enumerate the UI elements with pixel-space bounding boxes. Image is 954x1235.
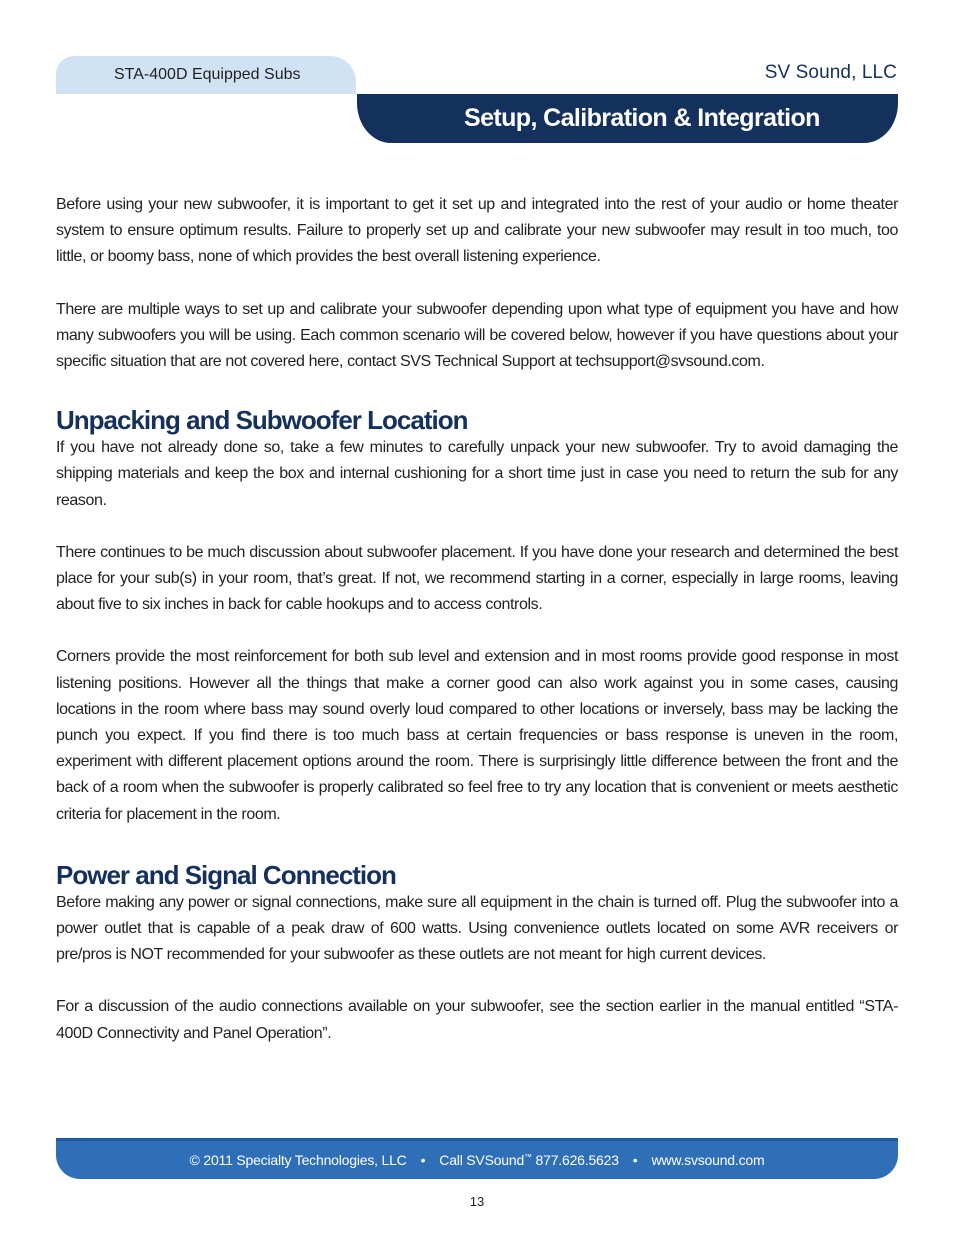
footer-separator: • (632, 1152, 638, 1168)
intro-paragraph-1: Before using your new subwoofer, it is important to get it set up and integrated into the rest of your audio or home theater system to ensure optimum results. Failure to properly set up and calibrate your new subwoofer may result in too much, too little, or boomy bass, none of which provides the best overall listening experience. (56, 196, 898, 266)
power-heading: Power and Signal Connection (56, 859, 396, 890)
product-tab-label: STA-400D Equipped Subs (114, 66, 301, 83)
intro-paragraph-2: There are multiple ways to set up and calibrate your subwoofer depending upon what type of equipment you have and how many subwoofers you will be using. Each common scenario will be covered below, however if you have questions about your specific situation that are not covered here, contact SVS Technical Support at techsupport@svsound.com. (56, 300, 898, 371)
power-paragraph-2: For a discussion of the audio connections available on your subwoofer, see the section earlier in the manual entitled “STA-400D Connectivity and Panel Operation”. (56, 998, 898, 1042)
banner-title: Setup, Calibration & Integration (464, 104, 820, 132)
trademark-symbol: ™ (524, 1152, 532, 1162)
footer-call-prefix: Call SVSound (439, 1152, 525, 1168)
page-number: 13 (469, 1194, 485, 1209)
power-paragraph-1: Before making any power or signal connections, make sure all equipment in the chain is turned off. Plug the subwoofer into a power outlet that is capable of a peak draw of 600 watts. Using convenience outlets located on some AVR receivers or pre/pros is NOT recommended for your subwoofer as these outlets are not meant for high current devices. (56, 893, 898, 964)
unpacking-paragraph-1: If you have not already done so, take a few minutes to carefully unpack your new subwoofer. Try to avoid damaging the shipping materials and keep the box and internal cushioning for a short time just in case you need to return the sub for any reason. (56, 439, 898, 509)
unpacking-heading: Unpacking and Subwoofer Location (56, 405, 468, 436)
company-name: SV Sound, LLC (764, 62, 897, 83)
footer-copyright: © 2011 Specialty Technologies, LLC (189, 1152, 407, 1168)
footer-phone: 877.626.5623 (531, 1152, 619, 1168)
page-content (56, 192, 898, 1047)
footer-website-link[interactable]: www.svsound.com (651, 1152, 765, 1168)
footer-bar (56, 1138, 898, 1179)
unpacking-paragraph-2: There continues to be much discussion about subwoofer placement. If you have done your research and determined the best place for your sub(s) in your room, that’s great. If not, we recommend starting in a corner, especially in large rooms, leaving about five to six inches in back for cable hookups and to access controls. (56, 543, 898, 614)
footer-call (439, 1152, 619, 1168)
unpacking-paragraph-3: Corners provide the most reinforcement for both sub level and extension and in most rooms provide good response in most listening positions. However all the things that make a corner good can also work against you in some cases, causing locations in the room where bass may sound overly loud compared to other locations or inversely, bass may be lacking the punch you expect. If you find there is too much bass at certain frequencies or bass response is uneven in the room, experiment with different placement options around the room. There is surprisingly little difference between the front and the back of a room when the subwoofer is properly calibrated so feel free to try any location that is convenient or meets aesthetic criteria for placement in the room. (56, 648, 898, 823)
product-tab (56, 56, 356, 94)
section-banner (357, 94, 898, 143)
footer-separator: • (420, 1152, 426, 1168)
